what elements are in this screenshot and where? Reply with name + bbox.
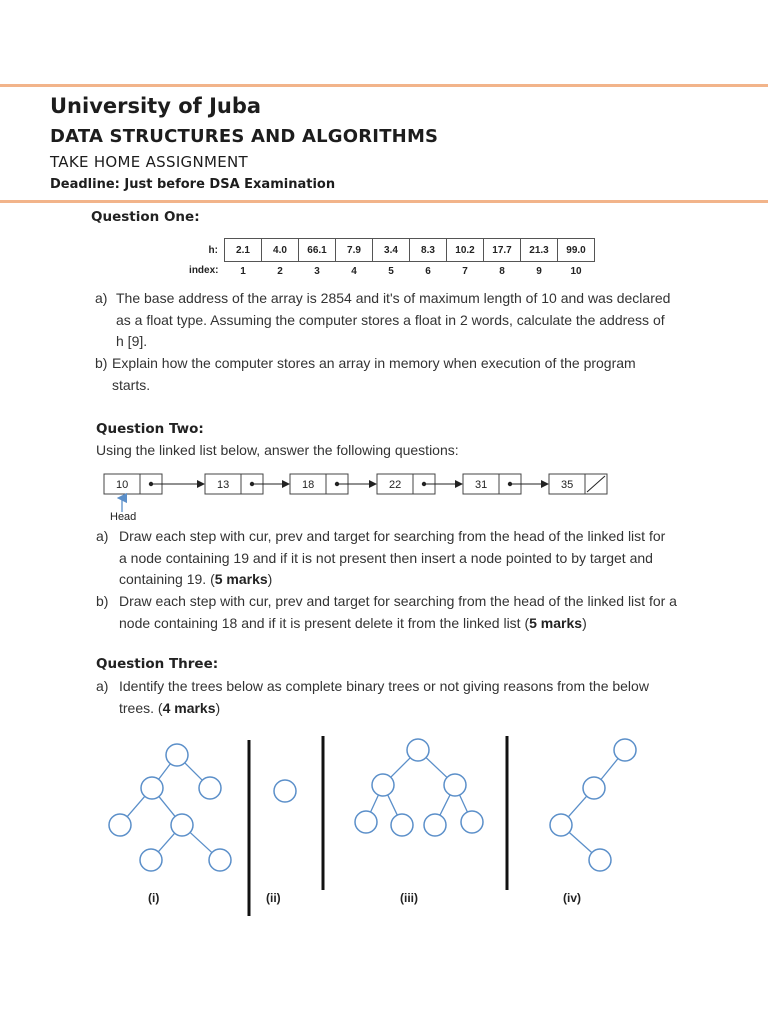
tree-ii-node	[274, 780, 296, 802]
q2-a-close: )	[267, 571, 273, 587]
index-cell: 3	[314, 265, 320, 277]
q3-a-text	[119, 676, 679, 719]
array-cell: 3.4	[373, 239, 410, 262]
array-cell: 2.1	[225, 239, 262, 262]
q3-a-marks: 4 marks	[162, 699, 216, 716]
tree-iv-node	[614, 739, 636, 761]
tree-iii-node	[424, 814, 446, 836]
index-label: index:	[189, 265, 219, 277]
tree-iii-node	[372, 774, 394, 796]
index-cell: 4	[351, 265, 357, 277]
array-cell: 10.2	[447, 239, 484, 262]
q2-b-marks: 5 marks	[529, 614, 583, 631]
index-cell: 2	[277, 265, 283, 277]
index-cell: 10	[570, 265, 582, 277]
tree-iii-edge	[388, 795, 398, 815]
q2-intro: Using the linked list below, answer the following questions:	[96, 442, 459, 458]
q3-a-marker: a)	[96, 678, 109, 694]
list-node	[290, 474, 376, 494]
array-cell: 7.9	[336, 239, 373, 262]
array-cell: 8.3	[410, 239, 447, 262]
trees-diagram	[0, 730, 768, 930]
array-table	[180, 238, 595, 280]
tree-i-node	[171, 814, 193, 836]
q1-b-text: Explain how the computer stores an array in memory when execution of the program starts.	[112, 355, 636, 393]
tree-iii-node	[407, 739, 429, 761]
index-cell: 9	[536, 265, 542, 277]
q2-b-close: )	[582, 614, 587, 631]
tree-i-edge	[159, 764, 171, 779]
q2-a-text	[119, 526, 669, 591]
array-cell: 4.0	[262, 239, 299, 262]
list-node-value: 31	[475, 479, 488, 491]
tree-label-iii: (iii)	[400, 891, 418, 905]
array-cell: 99.0	[558, 239, 595, 262]
list-node	[205, 474, 289, 494]
q1-a-marker: a)	[95, 290, 108, 306]
index-cell: 5	[388, 265, 394, 277]
q2-b-text	[119, 591, 694, 634]
tree-i-edge	[127, 796, 145, 816]
tree-i-edge	[185, 763, 202, 780]
tree-i-node	[166, 744, 188, 766]
tree-label-i: (i)	[148, 891, 160, 905]
tree-i-node	[140, 849, 162, 871]
tree-iii-edge	[460, 795, 468, 812]
tree-iii-edge	[391, 758, 410, 777]
list-node-value: 18	[302, 479, 315, 491]
tree-iii-node	[461, 811, 483, 833]
tree-iv-node	[583, 777, 605, 799]
q2-b-marker: b)	[96, 593, 109, 609]
tree-i-edge	[158, 833, 174, 852]
list-node-value: 22	[389, 479, 402, 491]
tree-iv-node	[550, 814, 572, 836]
tree-label-ii: (ii)	[266, 891, 281, 905]
array-cell: 21.3	[521, 239, 558, 262]
deadline: Deadline: Just before DSA Examination	[50, 177, 336, 192]
list-node	[463, 474, 548, 494]
tree-iii-edge	[440, 795, 450, 815]
q3-a-body: Identify the trees below as complete binary trees or not giving reasons from the below trees. (	[119, 678, 649, 716]
index-cell: 7	[462, 265, 468, 277]
q2-a-body: Draw each step with cur, prev and target for searching from the head of the linked list for a node containing 19 and if it is not present then insert a node pointed to by target and containing 19. (	[119, 528, 666, 587]
assignment-type: TAKE HOME ASSIGNMENT	[50, 153, 248, 171]
tree-iv-node	[589, 849, 611, 871]
list-node	[377, 474, 462, 494]
tree-i-node	[109, 814, 131, 836]
tree-iii-node	[444, 774, 466, 796]
index-cell: 8	[499, 265, 505, 277]
tree-i-node	[199, 777, 221, 799]
tree-iv-edge	[568, 796, 586, 817]
array-cell: 17.7	[484, 239, 521, 262]
tree-iv-edge	[601, 759, 618, 780]
list-node-value: 13	[217, 479, 230, 491]
tree-i-node	[141, 777, 163, 799]
list-node	[549, 474, 607, 494]
q1-b-marker: b)	[95, 355, 108, 371]
tree-iii-node	[391, 814, 413, 836]
university-name: University of Juba	[50, 94, 262, 118]
course-title: DATA STRUCTURES AND ALGORITHMS	[50, 126, 439, 147]
q2-a-marks: 5 marks	[214, 571, 268, 587]
tree-iii-edge	[371, 795, 379, 812]
top-rule	[0, 84, 768, 87]
tree-i-node	[209, 849, 231, 871]
index-cell: 1	[240, 265, 246, 277]
q2-a-marker: a)	[96, 528, 109, 544]
question-one-title: Question One:	[91, 209, 200, 225]
tree-iii-node	[355, 811, 377, 833]
q2-b-body: Draw each step with cur, prev and target for searching from the head of the linked list for a node containing 18 and if it is present delete it from the linked list (	[119, 593, 677, 631]
tree-i-edge	[190, 832, 212, 852]
question-two-title: Question Two:	[96, 421, 204, 437]
list-node-value: 10	[116, 479, 129, 491]
tree-label-iv: (iv)	[563, 891, 581, 905]
q1-a-text: The base address of the array is 2854 and it's of maximum length of 10 and was declared as a float type. Assuming the computer stores a float in 2 words, calculate the address of h [9].	[116, 290, 671, 349]
q3-a-close: )	[215, 699, 221, 716]
array-label: h:	[208, 244, 218, 256]
array-cell: 66.1	[299, 239, 336, 262]
question-three-title: Question Three:	[96, 656, 219, 672]
tree-iii-edge	[426, 758, 447, 778]
list-node	[104, 474, 204, 494]
bottom-rule	[0, 200, 768, 203]
tree-iv-edge	[569, 832, 592, 852]
head-label: Head	[110, 511, 137, 523]
index-cell: 6	[425, 265, 431, 277]
list-node-value: 35	[561, 479, 574, 491]
tree-i-edge	[159, 797, 175, 817]
